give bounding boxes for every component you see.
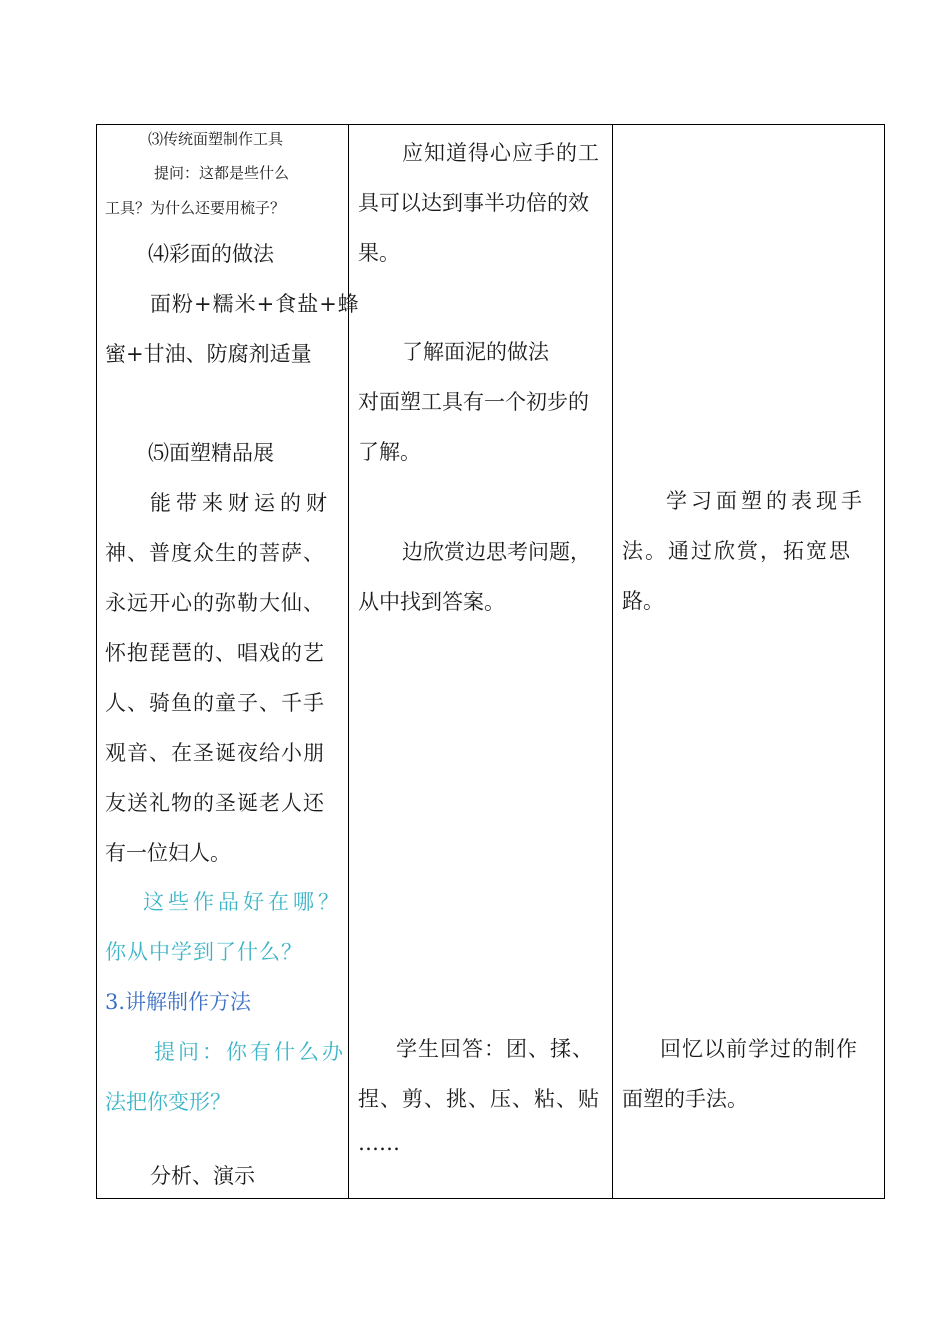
learn-note-line-1: 学习面塑的表现手 bbox=[666, 489, 866, 513]
recipe-line-1: 面粉+糯米+食盐+蜂 bbox=[150, 292, 360, 316]
column-divider-2 bbox=[612, 125, 613, 1198]
works-question-line-1: 这些作品好在哪？ bbox=[143, 890, 343, 914]
tools-heading: ⑶传统面塑制作工具 bbox=[148, 130, 284, 148]
tools-note-line-3: 果。 bbox=[358, 241, 400, 265]
exhibit-desc-line-6: 观音、在圣诞夜给小朋 bbox=[105, 741, 325, 765]
column-divider-1 bbox=[348, 125, 349, 1198]
answer-line-1: 学生回答：团、揉、 bbox=[396, 1037, 594, 1061]
recipe-line-2: 蜜+甘油、防腐剂适量 bbox=[105, 342, 312, 366]
analysis-demo: 分析、演示 bbox=[150, 1164, 255, 1188]
learn-note-line-2: 法。通过欣赏，拓宽思 bbox=[622, 539, 852, 563]
dough-note-line-1: 了解面泥的做法 bbox=[402, 340, 549, 364]
recall-note-line-2: 面塑的手法。 bbox=[622, 1087, 748, 1111]
tools-note-line-2: 具可以达到事半功倍的效 bbox=[358, 191, 589, 215]
color-dough-heading: ⑷彩面的做法 bbox=[148, 242, 274, 266]
exhibit-desc-line-8: 有一位妇人。 bbox=[105, 841, 231, 865]
answer-line-2: 捏、剪、挑、压、粘、贴 bbox=[358, 1087, 600, 1111]
learn-note-line-3: 路。 bbox=[622, 589, 664, 613]
exhibit-desc-line-7: 友送礼物的圣诞老人还 bbox=[105, 791, 325, 815]
answer-line-3: …… bbox=[358, 1131, 400, 1155]
dough-note-line-3: 了解。 bbox=[358, 440, 421, 464]
exhibit-desc-line-2: 神、普度众生的菩萨、 bbox=[105, 541, 325, 565]
method-question-line-2: 法把你变形？ bbox=[105, 1090, 231, 1114]
exhibit-desc-line-3: 永远开心的弥勒大仙、 bbox=[105, 591, 325, 615]
method-question-line-1: 提问：你有什么办 bbox=[154, 1040, 346, 1064]
works-question-line-2: 你从中学到了什么？ bbox=[105, 940, 303, 964]
think-note-line-2: 从中找到答案。 bbox=[358, 590, 505, 614]
tools-question-line-1: 提问：这都是些什么 bbox=[154, 164, 290, 182]
exhibit-desc-line-1: 能带来财运的财 bbox=[150, 491, 332, 515]
tools-question-line-2: 工具？为什么还要用梳子？ bbox=[105, 199, 286, 217]
think-note-line-1: 边欣赏边思考问题， bbox=[402, 540, 591, 564]
exhibit-desc-line-5: 人、骑鱼的童子、千手 bbox=[105, 691, 325, 715]
tools-note-line-1: 应知道得心应手的工 bbox=[402, 141, 600, 165]
exhibit-heading: ⑸面塑精品展 bbox=[148, 441, 274, 465]
recall-note-line-1: 回忆以前学过的制作 bbox=[660, 1037, 858, 1061]
dough-note-line-2: 对面塑工具有一个初步的 bbox=[358, 390, 589, 414]
exhibit-desc-line-4: 怀抱琵琶的、唱戏的艺 bbox=[105, 641, 325, 665]
method-heading: 3.讲解制作方法 bbox=[105, 990, 252, 1014]
